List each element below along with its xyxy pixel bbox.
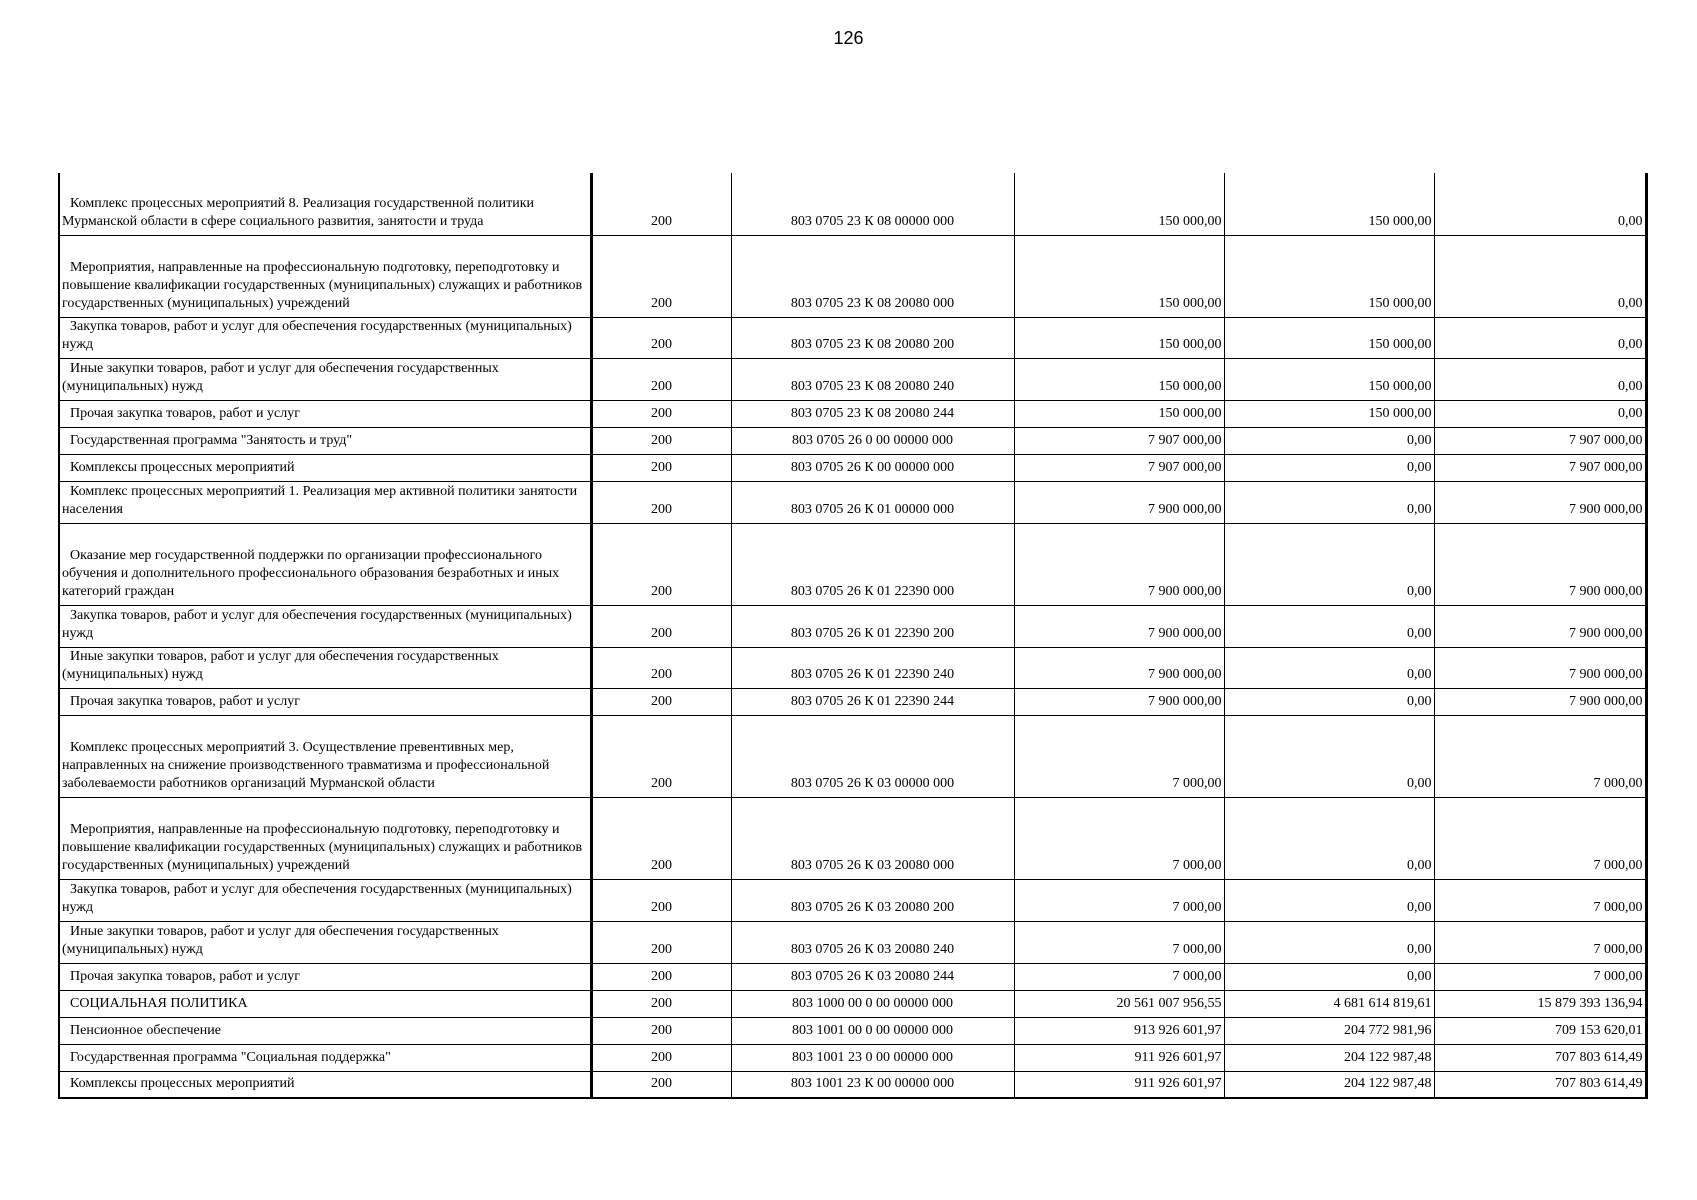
row-code: 200 [591, 990, 731, 1017]
row-classification-code: 803 0705 26 К 03 20080 244 [731, 963, 1014, 990]
row-name: Мероприятия, направленные на профессиональную подготовку, переподготовку и повышение квалификации государственных (муниципальных) служащих и работников государственных (муниципальных) учреждений [59, 235, 591, 317]
row-name: СОЦИАЛЬНАЯ ПОЛИТИКА [59, 990, 591, 1017]
row-amount-federal: 204 122 987,48 [1224, 1071, 1434, 1098]
table-row [59, 963, 1646, 990]
row-amount-total: 150 000,00 [1014, 173, 1224, 235]
table-row [59, 317, 1646, 358]
row-name: Комплексы процессных мероприятий [59, 454, 591, 481]
table-row [59, 797, 1646, 879]
table-row [59, 1017, 1646, 1044]
table-row [59, 454, 1646, 481]
table-row [59, 523, 1646, 605]
row-amount-federal: 0,00 [1224, 921, 1434, 963]
row-code: 200 [591, 921, 731, 963]
row-amount-regional: 7 900 000,00 [1434, 647, 1646, 688]
row-code: 200 [591, 688, 731, 715]
row-classification-code: 803 0705 26 К 00 00000 000 [731, 454, 1014, 481]
row-code: 200 [591, 317, 731, 358]
row-name: Комплексы процессных мероприятий [59, 1071, 591, 1098]
row-amount-federal: 4 681 614 819,61 [1224, 990, 1434, 1017]
row-name: Закупка товаров, работ и услуг для обеспечения государственных (муниципальных) нужд [59, 879, 591, 921]
row-amount-total: 7 000,00 [1014, 921, 1224, 963]
row-amount-regional: 7 900 000,00 [1434, 605, 1646, 647]
row-amount-total: 7 000,00 [1014, 963, 1224, 990]
row-amount-total: 7 900 000,00 [1014, 605, 1224, 647]
row-amount-regional: 0,00 [1434, 235, 1646, 317]
row-code: 200 [591, 1071, 731, 1098]
budget-table [58, 173, 1648, 1099]
row-classification-code: 803 0705 23 К 08 20080 244 [731, 400, 1014, 427]
row-amount-federal: 0,00 [1224, 647, 1434, 688]
table-row [59, 921, 1646, 963]
row-code: 200 [591, 647, 731, 688]
row-amount-regional: 0,00 [1434, 173, 1646, 235]
row-amount-regional: 707 803 614,49 [1434, 1071, 1646, 1098]
row-amount-total: 150 000,00 [1014, 317, 1224, 358]
row-classification-code: 803 0705 23 К 08 00000 000 [731, 173, 1014, 235]
row-name: Закупка товаров, работ и услуг для обеспечения государственных (муниципальных) нужд [59, 317, 591, 358]
row-code: 200 [591, 879, 731, 921]
row-amount-total: 7 900 000,00 [1014, 481, 1224, 523]
table-row [59, 481, 1646, 523]
row-amount-regional: 7 000,00 [1434, 963, 1646, 990]
row-classification-code: 803 1001 00 0 00 00000 000 [731, 1017, 1014, 1044]
row-name: Комплекс процессных мероприятий 1. Реализация мер активной политики занятости населения [59, 481, 591, 523]
row-classification-code: 803 0705 23 К 08 20080 200 [731, 317, 1014, 358]
row-classification-code: 803 0705 26 К 01 22390 000 [731, 523, 1014, 605]
table-row [59, 647, 1646, 688]
row-amount-regional: 0,00 [1434, 358, 1646, 400]
row-amount-regional: 0,00 [1434, 400, 1646, 427]
row-classification-code: 803 0705 26 К 03 20080 240 [731, 921, 1014, 963]
table-row [59, 1071, 1646, 1098]
row-amount-total: 911 926 601,97 [1014, 1071, 1224, 1098]
row-name: Пенсионное обеспечение [59, 1017, 591, 1044]
page-number: 126 [833, 28, 864, 48]
row-amount-regional: 7 000,00 [1434, 797, 1646, 879]
row-amount-regional: 7 000,00 [1434, 879, 1646, 921]
row-amount-regional: 7 907 000,00 [1434, 427, 1646, 454]
row-amount-federal: 0,00 [1224, 797, 1434, 879]
row-amount-federal: 0,00 [1224, 605, 1434, 647]
row-code: 200 [591, 605, 731, 647]
table-row [59, 1044, 1646, 1071]
row-classification-code: 803 0705 23 К 08 20080 240 [731, 358, 1014, 400]
row-classification-code: 803 0705 26 0 00 00000 000 [731, 427, 1014, 454]
row-code: 200 [591, 481, 731, 523]
row-code: 200 [591, 1044, 731, 1071]
row-amount-total: 7 000,00 [1014, 797, 1224, 879]
row-name: Государственная программа "Социальная поддержка" [59, 1044, 591, 1071]
row-amount-federal: 204 772 981,96 [1224, 1017, 1434, 1044]
row-code: 200 [591, 427, 731, 454]
row-amount-total: 150 000,00 [1014, 235, 1224, 317]
row-amount-federal: 0,00 [1224, 715, 1434, 797]
row-name: Прочая закупка товаров, работ и услуг [59, 688, 591, 715]
row-amount-total: 913 926 601,97 [1014, 1017, 1224, 1044]
row-amount-total: 7 900 000,00 [1014, 688, 1224, 715]
row-classification-code: 803 0705 23 К 08 20080 000 [731, 235, 1014, 317]
row-code: 200 [591, 173, 731, 235]
row-amount-federal: 150 000,00 [1224, 173, 1434, 235]
row-code: 200 [591, 235, 731, 317]
row-amount-total: 20 561 007 956,55 [1014, 990, 1224, 1017]
row-amount-regional: 7 000,00 [1434, 715, 1646, 797]
table-row [59, 427, 1646, 454]
row-classification-code: 803 0705 26 К 03 20080 200 [731, 879, 1014, 921]
row-code: 200 [591, 454, 731, 481]
row-amount-federal: 0,00 [1224, 481, 1434, 523]
row-amount-federal: 0,00 [1224, 879, 1434, 921]
row-amount-regional: 7 900 000,00 [1434, 688, 1646, 715]
row-amount-federal: 0,00 [1224, 523, 1434, 605]
row-classification-code: 803 0705 26 К 01 00000 000 [731, 481, 1014, 523]
row-amount-federal: 0,00 [1224, 454, 1434, 481]
row-amount-regional: 7 900 000,00 [1434, 481, 1646, 523]
row-amount-regional: 0,00 [1434, 317, 1646, 358]
row-name: Прочая закупка товаров, работ и услуг [59, 963, 591, 990]
row-amount-federal: 204 122 987,48 [1224, 1044, 1434, 1071]
table-row [59, 235, 1646, 317]
row-amount-federal: 150 000,00 [1224, 400, 1434, 427]
table-row [59, 400, 1646, 427]
row-name: Государственная программа "Занятость и труд" [59, 427, 591, 454]
row-name: Иные закупки товаров, работ и услуг для обеспечения государственных (муниципальных) нужд [59, 358, 591, 400]
row-code: 200 [591, 523, 731, 605]
budget-table-body [59, 173, 1646, 1098]
row-name: Комплекс процессных мероприятий 8. Реализация государственной политики Мурманской области в сфере социального развития, занятости и труда [59, 173, 591, 235]
row-amount-regional: 707 803 614,49 [1434, 1044, 1646, 1071]
row-amount-regional: 15 879 393 136,94 [1434, 990, 1646, 1017]
row-code: 200 [591, 400, 731, 427]
row-name: Мероприятия, направленные на профессиональную подготовку, переподготовку и повышение квалификации государственных (муниципальных) служащих и работников государственных (муниципальных) учреждений [59, 797, 591, 879]
row-amount-regional: 7 900 000,00 [1434, 523, 1646, 605]
row-amount-federal: 150 000,00 [1224, 317, 1434, 358]
table-row [59, 605, 1646, 647]
row-classification-code: 803 0705 26 К 03 20080 000 [731, 797, 1014, 879]
row-code: 200 [591, 1017, 731, 1044]
row-amount-federal: 0,00 [1224, 427, 1434, 454]
row-amount-total: 7 900 000,00 [1014, 647, 1224, 688]
row-code: 200 [591, 358, 731, 400]
row-classification-code: 803 0705 26 К 03 00000 000 [731, 715, 1014, 797]
table-row [59, 358, 1646, 400]
row-amount-total: 911 926 601,97 [1014, 1044, 1224, 1071]
row-name: Иные закупки товаров, работ и услуг для обеспечения государственных (муниципальных) нужд [59, 647, 591, 688]
table-row [59, 173, 1646, 235]
row-code: 200 [591, 963, 731, 990]
row-amount-total: 7 900 000,00 [1014, 523, 1224, 605]
row-amount-total: 7 000,00 [1014, 879, 1224, 921]
row-classification-code: 803 1001 23 К 00 00000 000 [731, 1071, 1014, 1098]
row-classification-code: 803 1000 00 0 00 00000 000 [731, 990, 1014, 1017]
row-amount-total: 150 000,00 [1014, 400, 1224, 427]
row-classification-code: 803 0705 26 К 01 22390 240 [731, 647, 1014, 688]
row-amount-total: 7 907 000,00 [1014, 427, 1224, 454]
row-name: Прочая закупка товаров, работ и услуг [59, 400, 591, 427]
row-amount-total: 7 907 000,00 [1014, 454, 1224, 481]
table-row [59, 879, 1646, 921]
row-amount-regional: 7 000,00 [1434, 921, 1646, 963]
row-amount-total: 150 000,00 [1014, 358, 1224, 400]
table-row [59, 990, 1646, 1017]
row-amount-federal: 150 000,00 [1224, 358, 1434, 400]
table-row [59, 688, 1646, 715]
row-code: 200 [591, 715, 731, 797]
row-amount-regional: 709 153 620,01 [1434, 1017, 1646, 1044]
row-amount-regional: 7 907 000,00 [1434, 454, 1646, 481]
table-row [59, 715, 1646, 797]
row-amount-total: 7 000,00 [1014, 715, 1224, 797]
row-amount-federal: 150 000,00 [1224, 235, 1434, 317]
row-name: Иные закупки товаров, работ и услуг для обеспечения государственных (муниципальных) нужд [59, 921, 591, 963]
row-name: Оказание мер государственной поддержки по организации профессионального обучения и дополнительного профессионального образования безработных и иных категорий граждан [59, 523, 591, 605]
row-classification-code: 803 1001 23 0 00 00000 000 [731, 1044, 1014, 1071]
row-name: Комплекс процессных мероприятий 3. Осуществление превентивных мер, направленных на снижение производственного травматизма и профессиональной заболеваемости работников организаций Мурманской области [59, 715, 591, 797]
row-name: Закупка товаров, работ и услуг для обеспечения государственных (муниципальных) нужд [59, 605, 591, 647]
row-classification-code: 803 0705 26 К 01 22390 244 [731, 688, 1014, 715]
row-code: 200 [591, 797, 731, 879]
row-classification-code: 803 0705 26 К 01 22390 200 [731, 605, 1014, 647]
row-amount-federal: 0,00 [1224, 688, 1434, 715]
row-amount-federal: 0,00 [1224, 963, 1434, 990]
